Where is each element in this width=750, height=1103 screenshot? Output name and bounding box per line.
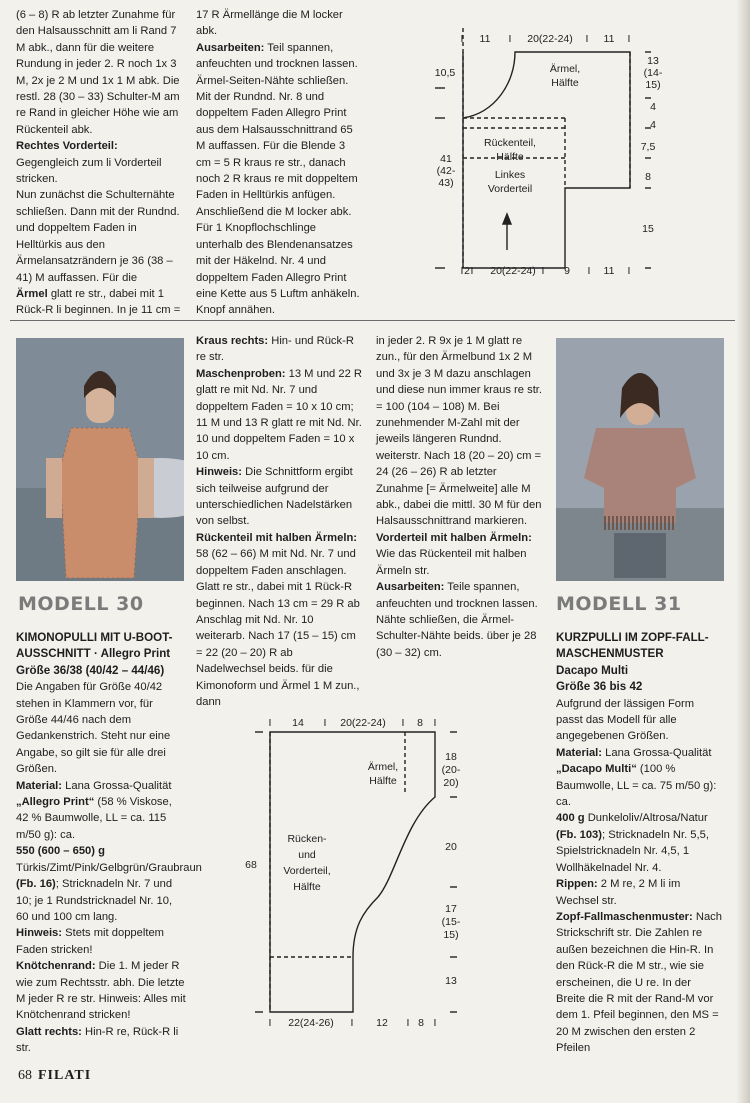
m30-col1-label-2: „Allegro Print“ bbox=[16, 796, 95, 809]
dim-top-2: 20(22-24) bbox=[527, 33, 573, 45]
dim-bottom-2: 20(22-24) bbox=[490, 265, 536, 277]
m30-col2-label-2: Hinweis: bbox=[196, 466, 243, 479]
svg-text:(14-: (14- bbox=[643, 67, 663, 79]
modell-30-column-1 bbox=[16, 630, 202, 1057]
m30-col3-paragraph-0: in jeder 2. R 9x je 1 M glatt re zun., für den Ärmelbund 1x 2 M und 3x je 3 M dazu anschlagen und diese nun immer kraus re str. = 100 (104 – 108) M. Bei zunehmender M-Zahl mit der jeweils längeren Rundnd. weiterstr. Nach 18 (20 – 20) cm = 24 (26 – 26) R ab letzter Zunahme [= Ärmelweite] alle M abk., dabei die mittl. 30 M für den Halsausschnittrand markieren. bbox=[376, 335, 543, 528]
dim-left-2c: 43) bbox=[438, 177, 454, 189]
svg-text:Hälfte: Hälfte bbox=[369, 775, 397, 787]
m30-col2-label-1: Maschenproben: bbox=[196, 367, 286, 380]
svg-text:I: I bbox=[350, 1017, 354, 1029]
svg-text:I: I bbox=[508, 33, 512, 45]
dim-right-4: 7,5 bbox=[640, 141, 656, 153]
svg-text:15): 15) bbox=[645, 79, 661, 91]
svg-text:I: I bbox=[433, 717, 437, 729]
m30-col3-paragraph-1: Vorderteil mit halben Ärmeln: Wie das Rückenteil mit halben Ärmeln str. bbox=[376, 531, 532, 577]
m30-col2-paragraph-3: Rückenteil mit halben Ärmeln: 58 (62 – 66) M mit Nd. Nr. 7 und doppeltem Faden anschlagen. Glatt re str., dabei mit 1 Rück-R beginnen. Nach 13 cm = 29 R ab Anschlag mit Nd. Nr. 10 weiterarb. Nach 17 (15 – 15) cm = 22 (20 – 20) R ab Nadelwechsel beids. für die Kimonoform und Ärmel 1 M zun., dann bbox=[196, 531, 360, 708]
svg-text:20: 20 bbox=[445, 841, 457, 853]
svg-text:(20-: (20- bbox=[441, 764, 461, 776]
svg-text:I: I bbox=[268, 1017, 272, 1029]
svg-text:Rückenteil,: Rückenteil, bbox=[484, 137, 536, 149]
svg-text:15): 15) bbox=[443, 929, 459, 941]
diagram-outline bbox=[463, 52, 630, 268]
m30-col1-label-7: Glatt rechts: bbox=[16, 1025, 82, 1038]
top-pattern-diagram bbox=[415, 28, 665, 283]
svg-text:Vorderteil,: Vorderteil, bbox=[283, 865, 331, 877]
m30-col1-paragraph-7: Glatt rechts: Hin-R re, Rück-R li str. bbox=[16, 1025, 179, 1055]
m30-col2-label-3: Rückenteil mit halben Ärmeln: bbox=[196, 531, 358, 544]
svg-text:8: 8 bbox=[418, 1017, 424, 1029]
m30-col3-paragraph-2: Ausarbeiten: Teile spannen, anfeuchten und trocknen lassen. Nähte schließen, die Ärmel-Schulter-Nähte beids. über je 28 (30 – 32) cm. bbox=[376, 581, 538, 659]
m31-paragraph-2: „Dacapo Multi“ (100 % Baumwolle, LL = ca. 75 m/50 g): ca. bbox=[556, 763, 717, 809]
svg-text:I: I bbox=[323, 717, 327, 729]
m30-col3-label-2: Ausarbeiten: bbox=[376, 581, 445, 594]
modell-30-size: Größe 36/38 (40/42 – 44/46) bbox=[16, 663, 165, 677]
dim-right-1a: 13 bbox=[647, 55, 659, 67]
svg-text:68: 68 bbox=[245, 859, 257, 871]
top-col2-paragraph-1: Ausarbeiten: Teil spannen, anfeuchten und trocknen lassen. Ärmel-Seiten-Nähte schließen. Mit der Rundnd. Nr. 8 und doppeltem Faden Allegro Print aus dem Halsausschnittrand 65 M auffassen. Für die Blende 3 cm = 5 R kraus re str., danach noch 2 R kraus re mit doppeltem Faden in Helltürkis anfügen. Anschließend die M locker abk. Für 1 Knopflochschlinge unterhalb des Blendenansatzes mit der Häkelnd. Nr. 4 und doppeltem Faden Allegro Print eine Kette aus 5 Luftm anhäkeln. Knopf annähen. bbox=[196, 41, 360, 317]
svg-text:I: I bbox=[460, 33, 464, 45]
m31-label-1: Material: bbox=[556, 746, 603, 759]
m30-col3-label-1: Vorderteil mit halben Ärmeln: bbox=[376, 531, 532, 544]
dim-left-1: 10,5 bbox=[434, 67, 456, 79]
modell-30-pattern-diagram bbox=[235, 712, 485, 1032]
modell-30-column-3 bbox=[376, 333, 546, 661]
m31-paragraph-4: (Fb. 103); Stricknadeln Nr. 5,5, Spielstricknadeln Nr. 4,5, 1 Wollhäkelnadel Nr. 4. bbox=[556, 828, 709, 874]
modell-31-size: Größe 36 bis 42 bbox=[556, 680, 643, 694]
svg-text:I: I bbox=[401, 717, 405, 729]
modell-31-photo bbox=[556, 338, 724, 581]
dim-top-1: 11 bbox=[479, 33, 491, 45]
dim-right-3: 4 bbox=[650, 119, 656, 131]
modell-31-column bbox=[556, 630, 722, 1057]
m30-col1-paragraph-0: Die Angaben für Größe 40/42 stehen in Klammern vor, für Größe 44/46 nach dem Gedankenstrich. Steht nur eine Angabe, so gilt sie für alle drei Größen. bbox=[16, 681, 171, 776]
page-spine-shadow bbox=[736, 0, 750, 1103]
svg-text:I: I bbox=[585, 33, 589, 45]
svg-text:I: I bbox=[433, 1017, 437, 1029]
modell-30-title: MODELL 30 bbox=[18, 593, 144, 615]
dim-bottom-4: 11 bbox=[603, 265, 615, 277]
top-col1-paragraph-3: Ärmel glatt re str., dabei mit 1 Rück-R li beginnen. In je 11 cm = bbox=[16, 287, 181, 317]
dim-right-5: 8 bbox=[645, 171, 651, 183]
m30-col2-paragraph-0: Kraus rechts: Hin- und Rück-R re str. bbox=[196, 335, 354, 364]
dim-bottom-1: 2 bbox=[464, 265, 470, 277]
page-number: 68 bbox=[18, 1068, 32, 1083]
top-col2-paragraph-0: 17 R Ärmellänge die M locker abk. bbox=[196, 9, 343, 38]
page-footer bbox=[18, 1068, 91, 1084]
svg-text:14: 14 bbox=[292, 717, 304, 729]
svg-text:Linkes: Linkes bbox=[494, 169, 526, 181]
magazine-brand: FILATI bbox=[38, 1068, 92, 1083]
svg-text:I: I bbox=[406, 1017, 410, 1029]
svg-text:I: I bbox=[268, 717, 272, 729]
m30-col1-paragraph-2: „Allegro Print“ (58 % Viskose, 42 % Baumwolle, LL = ca. 115 m/50 g): ca. bbox=[16, 796, 172, 841]
svg-text:I: I bbox=[470, 265, 474, 277]
svg-text:Ärmel,: Ärmel, bbox=[549, 63, 581, 75]
svg-text:I: I bbox=[587, 265, 591, 277]
top-col1-paragraph-1: Rechtes Vorderteil: Gegengleich zum li Vorderteil stricken. bbox=[16, 140, 162, 186]
top-column-1 bbox=[16, 7, 182, 319]
m31-paragraph-0: Aufgrund der lässigen Form passt das Modell für alle angegebenen Größen. bbox=[556, 697, 695, 743]
m30-col1-paragraph-6: Knötchenrand: Die 1. M jeder R wie zum Rechtsstr. abh. Die letzte M jeder R re str. Hinweis: Alles mit Knötchenrand stricken! bbox=[16, 960, 186, 1022]
svg-text:I: I bbox=[627, 265, 631, 277]
modell-30-photo bbox=[16, 338, 184, 581]
m30-col1-label-1: Material: bbox=[16, 779, 63, 792]
svg-text:22(24-26): 22(24-26) bbox=[288, 1017, 334, 1029]
dim-right-2: 4 bbox=[650, 101, 656, 113]
m30-col2-paragraph-1: Maschenproben: 13 M und 22 R glatt re mit Nd. Nr. 7 und doppeltem Faden = 10 x 10 cm; 11 M und 13 R glatt re mit Nd. Nr. 10 und doppeltem Faden = 10 x 10 cm. bbox=[196, 367, 363, 462]
top-col1-paragraph-0: (6 – 8) R ab letzter Zunahme für den Halsausschnitt am li Rand 7 M abk., dann für die weitere Rundung in jeder 2. R noch 1x 3 M, 2x je 2 M und 1x 1 M abk. Die restl. 28 (30 – 33) Schulter-M am re Rand in gleicher Höhe wie am Rückenteil abk. bbox=[16, 9, 180, 136]
m31-label-2: „Dacapo Multi“ bbox=[556, 763, 637, 776]
svg-text:12: 12 bbox=[376, 1017, 388, 1029]
m30-col1-label-6: Knötchenrand: bbox=[16, 960, 96, 973]
modell-30-column-2 bbox=[196, 333, 362, 710]
m30-col1-paragraph-1: Material: Lana Grossa-Qualität bbox=[16, 779, 172, 792]
modell-31-yarn: Dacapo Multi bbox=[556, 663, 629, 677]
m31-label-4: (Fb. 103) bbox=[556, 828, 603, 841]
svg-text:Hälfte: Hälfte bbox=[496, 151, 524, 163]
svg-text:20(22-24): 20(22-24) bbox=[340, 717, 386, 729]
m30-col1-paragraph-3: 550 (600 – 650) g Türkis/Zimt/Pink/Gelbgrün/Graubraun bbox=[16, 845, 202, 874]
section-divider bbox=[10, 320, 735, 321]
top-col2-label-1: Ausarbeiten: bbox=[196, 41, 265, 54]
modell-31-title: MODELL 31 bbox=[556, 593, 682, 615]
top-col1-paragraph-2: Nun zunächst die Schulternähte schließen. Dann mit der Rundnd. und doppeltem Faden in Helltürkis aus den Ärmelansatzrändern je 36 (38 – 41) M auffassen. Für die bbox=[16, 189, 180, 284]
svg-text:17: 17 bbox=[445, 903, 457, 915]
m31-label-3: 400 g bbox=[556, 812, 585, 825]
modell-30-heading: KIMONOPULLI MIT U-BOOT-AUSSCHNITT · Allegro Print bbox=[16, 631, 173, 661]
svg-text:Vorderteil: Vorderteil bbox=[487, 183, 533, 195]
m31-paragraph-5: Rippen: 2 M re, 2 M li im Wechsel str. bbox=[556, 878, 681, 907]
modell-31-heading: KURZPULLI IM ZOPF-FALL-MASCHENMUSTER bbox=[556, 631, 709, 661]
svg-text:(15-: (15- bbox=[441, 916, 461, 928]
m30-col1-paragraph-4: (Fb. 16); Stricknadeln Nr. 7 und 10; je 1 Rundstricknadel Nr. 10, 60 und 100 cm lang. bbox=[16, 878, 173, 923]
m31-paragraph-6: Zopf-Fallmaschenmuster: Nach Strickschrift str. Die Zahlen re außen bezeichnen die Hin-R. In den Rück-R die M str., wie sie erscheinen, die U re. In der Breite die R mit der Rand-M vor dem 1. Pfeil beginnen, den MS = 20 M zwischen den ersten 2 Pfeilen bbox=[556, 910, 722, 1055]
svg-text:Hälfte: Hälfte bbox=[293, 881, 321, 893]
top-column-2 bbox=[196, 7, 360, 319]
m30-col1-label-3: 550 (600 – 650) g bbox=[16, 845, 105, 858]
m30-col2-paragraph-2: Hinweis: Die Schnittform ergibt sich teilweise aufgrund der unterschiedlichen Nadelstärken von selbst. bbox=[196, 466, 353, 528]
svg-text:I: I bbox=[627, 33, 631, 45]
svg-text:20): 20) bbox=[443, 777, 459, 789]
dim-top-3: 11 bbox=[603, 33, 615, 45]
m31-paragraph-1: Material: Lana Grossa-Qualität bbox=[556, 746, 712, 759]
svg-text:8: 8 bbox=[417, 717, 423, 729]
m30-col1-paragraph-5: Hinweis: Stets mit doppeltem Faden stricken! bbox=[16, 927, 164, 956]
m31-paragraph-3: 400 g Dunkeloliv/Altrosa/Natur bbox=[556, 812, 708, 825]
svg-text:18: 18 bbox=[445, 751, 457, 763]
svg-text:Hälfte: Hälfte bbox=[551, 77, 579, 89]
m30-col2-label-0: Kraus rechts: bbox=[196, 335, 269, 347]
dim-bottom-3: 9 bbox=[564, 265, 570, 277]
svg-text:I: I bbox=[541, 265, 545, 277]
svg-text:und: und bbox=[298, 849, 316, 861]
m30-col1-label-4: (Fb. 16) bbox=[16, 878, 56, 891]
top-col1-label-3: Ärmel bbox=[16, 287, 48, 300]
svg-text:Ärmel,: Ärmel, bbox=[367, 761, 399, 773]
svg-text:I: I bbox=[460, 265, 464, 277]
m30-col1-label-5: Hinweis: bbox=[16, 927, 63, 940]
dim-left-2a: 41 bbox=[440, 153, 452, 165]
svg-text:13: 13 bbox=[445, 975, 457, 987]
m31-label-5: Rippen: bbox=[556, 878, 598, 891]
svg-text:Rücken-: Rücken- bbox=[287, 833, 327, 845]
top-col1-label-1: Rechtes Vorderteil: bbox=[16, 140, 118, 153]
m31-label-6: Zopf-Fallmaschenmuster: bbox=[556, 910, 693, 923]
dim-right-6: 15 bbox=[642, 223, 654, 235]
dim-left-2b: (42- bbox=[436, 165, 456, 177]
